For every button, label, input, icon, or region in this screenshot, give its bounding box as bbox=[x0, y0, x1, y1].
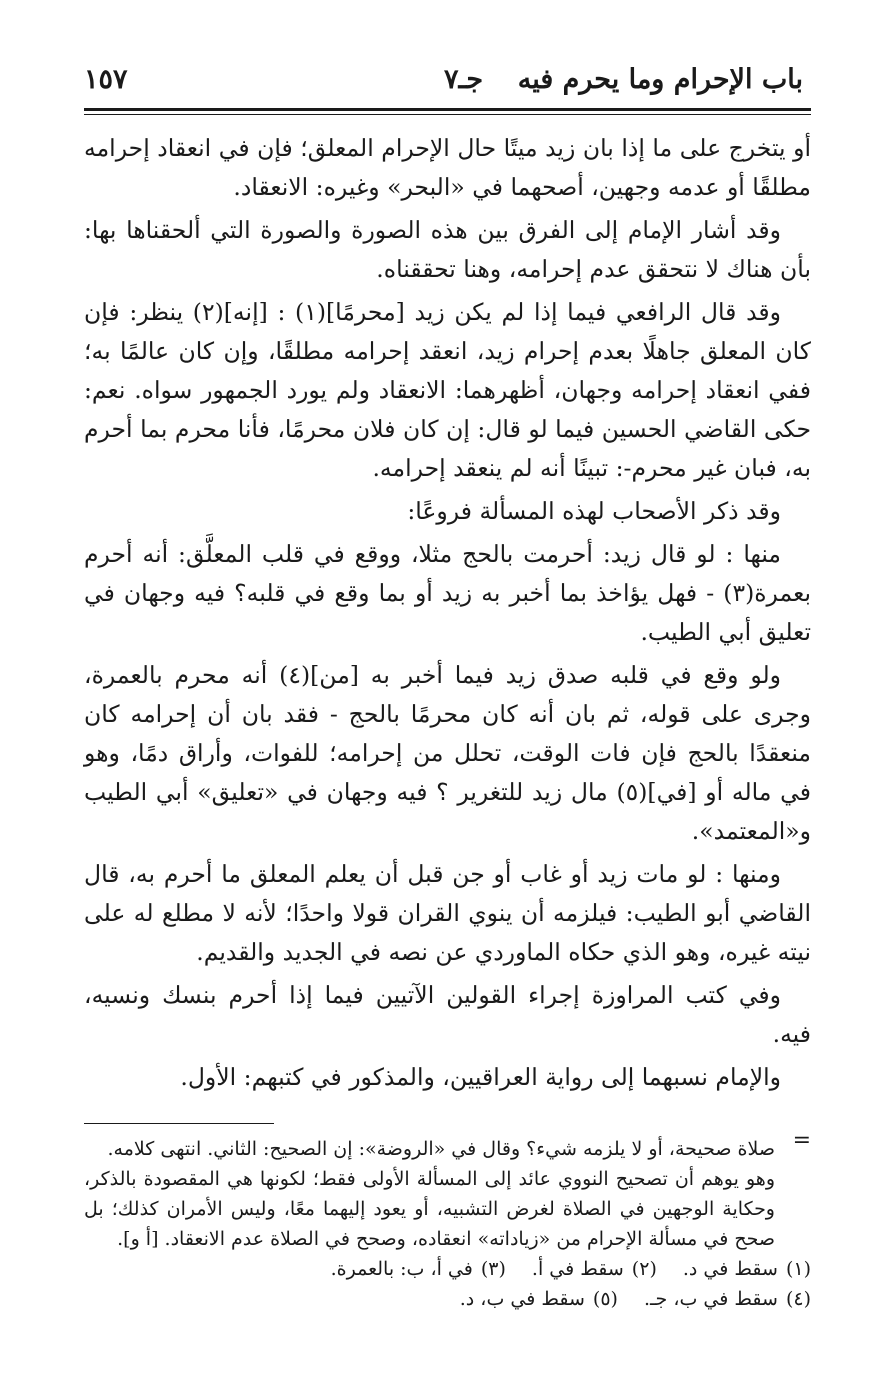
footnote-text: سقط في ب، د. bbox=[459, 1288, 585, 1310]
volume-label: جـ٧ bbox=[444, 64, 484, 95]
footnote bbox=[331, 1254, 506, 1284]
main-text bbox=[84, 129, 811, 1097]
footnote-line: صلاة صحيحة، أو لا يلزمه شيء؟ وقال في «الروضة»: إن الصحيح: الثاني. انتهى كلامه. bbox=[107, 1138, 775, 1160]
chapter-title: باب الإحرام وما يحرم فيه bbox=[517, 64, 803, 95]
footnote-number: (١) bbox=[785, 1258, 811, 1280]
paragraph: وقد ذكر الأصحاب لهذه المسألة فروعًا: bbox=[407, 497, 781, 525]
footnote-text: سقط في د. bbox=[682, 1258, 778, 1280]
footnote bbox=[683, 1254, 811, 1284]
paragraph: وقد قال الرافعي فيما إذا لم يكن زيد [محرمًا](١) : [إنه](٢) ينظر: فإن كان المعلق جاهلًا بعدم إحرام زيد، انعقد إحرامه مطلقًا، وإن كان عالمًا به؛ ففي انعقاد إحرامه وجهان، أظهرهما: الانعقاد ولم يورد الجمهور سواه. نعم: حكى القاضي الحسين فيما لو قال: إن كان فلان محرمًا، فأنا محرم بما أحرم به، فبان غير محرم-: تبينًا أنه لم ينعقد إحرامه. bbox=[84, 298, 811, 482]
paragraph: وفي كتب المراوزة إجراء القولين الآتيين فيما إذا أحرم بنسك ونسيه، فيه. bbox=[84, 981, 811, 1048]
paragraph: أو يتخرج على ما إذا بان زيد ميتًا حال الإحرام المعلق؛ فإن في انعقاد إحرامه مطلقًا أو عدمه وجهين، أصحهما في «البحر» وغيره: الانعقاد. bbox=[84, 134, 811, 201]
footnote-row bbox=[84, 1254, 811, 1284]
paragraph: ولو وقع في قلبه صدق زيد فيما أخبر به [من](٤) أنه محرم بالعمرة، وجرى على قوله، ثم بان أنه كان محرمًا بالحج - فقد بان أن إحرامه كان منعقدًا بالحج فإن فات الوقت، تحلل من إحرامه؛ للفوات، وأراق دمًا، وهو في ماله أو [في](٥) مال زيد للتغرير ؟ فيه وجهان في «تعليق» أبي الطيب و«المعتمد». bbox=[84, 661, 811, 845]
header-rule-thick bbox=[84, 108, 811, 111]
footnote-number: (٥) bbox=[592, 1288, 618, 1310]
paragraph: ومنها : لو مات زيد أو غاب أو جن قبل أن يعلم المعلق ما أحرم به، قال القاضي أبو الطيب: فيلزمه أن ينوي القران قولا واحدًا؛ لأنه لا مطلع له على نيته غيره، وهو الذي حكاه الماوردي عن نصه في الجديد والقديم. bbox=[84, 860, 811, 966]
footnote bbox=[644, 1284, 811, 1314]
footnote-number: (٢) bbox=[631, 1258, 657, 1280]
page-number: ١٥٧ bbox=[84, 64, 128, 95]
paragraph: والإمام نسبهما إلى رواية العراقيين، والمذكور في كتبهم: الأول. bbox=[180, 1063, 781, 1091]
footnote bbox=[460, 1284, 618, 1314]
footnote-continuation bbox=[84, 1128, 811, 1254]
footnote-line: وهو يوهم أن تصحيح النووي عائد إلى المسألة الأولى فقط؛ لكونها هي المقصودة بالذكر، وحكاية الوجهين في الصلاة لغرض التشبيه، أو يعود إليهما معًا، وليس الأمران كذلك؛ بل صحح في مسألة الإحرام من «زياداته» انعقاده، وصحح في الصلاة عدم الانعقاد. [أ و]. bbox=[84, 1168, 775, 1250]
footnote-separator bbox=[84, 1123, 274, 1124]
footnote-row bbox=[84, 1284, 811, 1314]
paragraph: وقد أشار الإمام إلى الفرق بين هذه الصورة والصورة التي ألحقناها بها: بأن هناك لا نتحقق عدم إحرامه، وهنا تحققناه. bbox=[84, 216, 811, 283]
footnote-number: (٤) bbox=[785, 1288, 811, 1310]
continuation-marker: = bbox=[792, 1128, 811, 1153]
paragraph: منها : لو قال زيد: أحرمت بالحج مثلا، ووقع في قلب المعلَّق: أنه أحرم بعمرة(٣) - فهل يؤاخذ بما أخبر به زيد أو بما وقع في قلبه؟ فيه وجهان في تعليق أبي الطيب. bbox=[84, 540, 811, 646]
footnote-number: (٣) bbox=[480, 1258, 506, 1280]
footnote bbox=[532, 1254, 657, 1284]
footnote-text: سقط في أ. bbox=[531, 1258, 624, 1280]
footnote-text: في أ، ب: بالعمرة. bbox=[330, 1258, 473, 1280]
header-rule-thin bbox=[84, 114, 811, 115]
page-header bbox=[84, 60, 811, 100]
footnote-text: سقط في ب، جـ. bbox=[643, 1288, 778, 1310]
